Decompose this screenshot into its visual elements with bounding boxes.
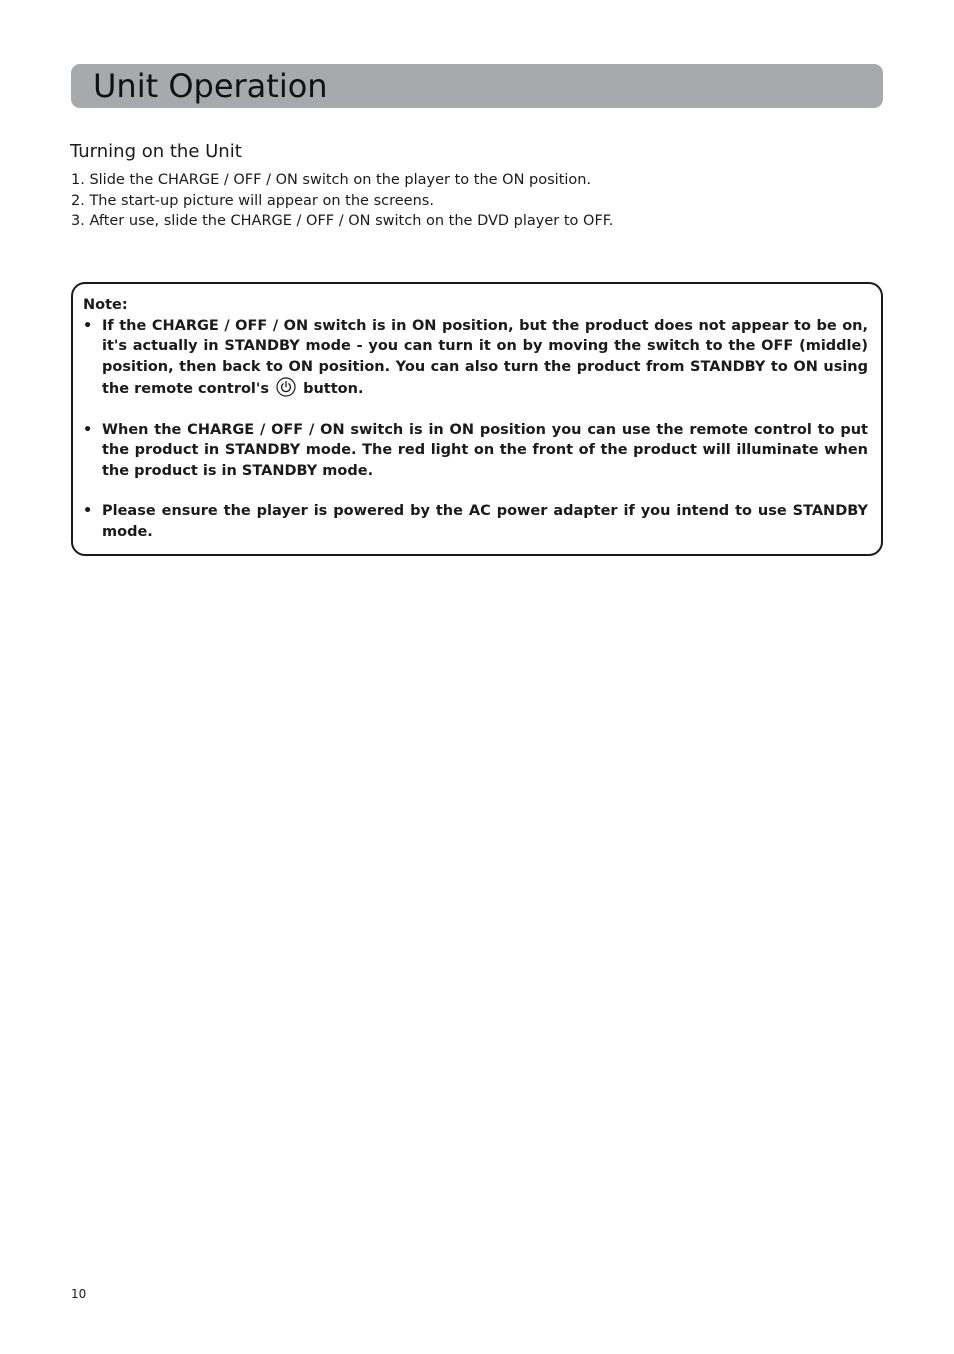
note-bullet-1-text — [102, 316, 868, 400]
note-bullet-1-text-start: If the CHARGE / OFF / ON switch is in ON position, but the product does not appear to be on, it's actually in STANDBY mode - you can turn it on by moving the switch to the OFF (middle) position, then back to ON position. You can also turn the product from STANDBY to ON using the remote control's — [102, 317, 868, 397]
title-bar — [71, 64, 883, 108]
note-bullet-3-text: Please ensure the player is powered by the AC power adapter if you intend to use STANDBY mode. — [102, 503, 868, 540]
page-number: 10 — [71, 1287, 87, 1301]
bullet-dot: • — [83, 503, 93, 519]
section-heading: Turning on the Unit — [70, 141, 242, 162]
step-3: 3. After use, slide the CHARGE / OFF / ON switch on the DVD player to OFF. — [71, 213, 614, 229]
bullet-dot: • — [83, 421, 93, 438]
step-1: 1. Slide the CHARGE / OFF / ON switch on the player to the ON position. — [71, 172, 592, 188]
note-bullet-1 — [83, 316, 868, 400]
note-bullet-2-text: When the CHARGE / OFF / ON switch is in ON position you can use the remote control to put the product in STANDBY mode. The red light on the front of the product will illuminate when the product is in STANDBY mode. — [102, 421, 868, 479]
note-bullet-2 — [83, 420, 868, 482]
page-title: Unit Operation — [93, 67, 328, 105]
bullet-dot: • — [83, 317, 93, 334]
note-label: Note: — [83, 297, 128, 313]
steps-list — [71, 170, 891, 232]
power-icon — [276, 377, 296, 397]
step-2: 2. The start-up picture will appear on the screens. — [71, 192, 434, 209]
note-box — [71, 282, 883, 556]
note-bullet-1-text-end: button. — [303, 381, 364, 397]
note-bullet-3 — [83, 501, 868, 542]
